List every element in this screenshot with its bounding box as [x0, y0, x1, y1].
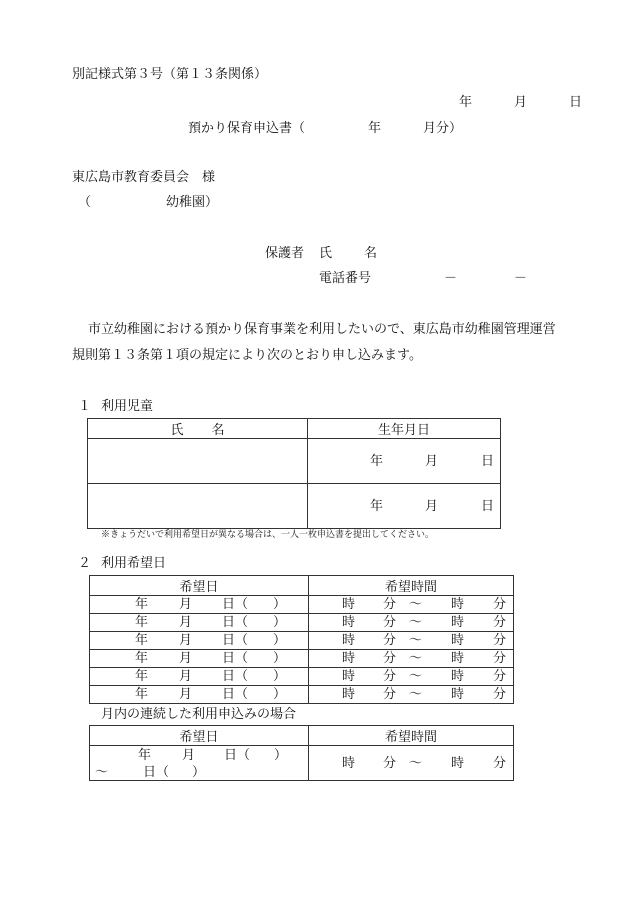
birth-day-label: 日 [481, 499, 495, 514]
desired-day-label: 日（ [222, 597, 249, 612]
section2-number: ２ [78, 556, 92, 571]
desired-minute-label: 分 [383, 651, 397, 666]
date-month-label: 月 [514, 95, 528, 110]
desired-month-label: 月 [179, 633, 193, 648]
desired-minute-end-label: 分 [493, 669, 507, 684]
body-text-line1: 市立幼稚園における預かり保育事業を利用したいので、東広島市幼稚園管理運営 [88, 322, 556, 337]
child-birth-field[interactable] [308, 484, 501, 529]
birth-day-label: 日 [481, 454, 495, 469]
desired-hour-end-label: 時 [451, 597, 465, 612]
phone-dash-1: － [444, 271, 458, 286]
desired-month-label: 月 [179, 687, 193, 702]
consecutive-close-paren: ） [274, 748, 288, 763]
addressee-board: 東広島市教育委員会 様 [72, 170, 216, 185]
desired-minute-label: 分 [383, 687, 397, 702]
consecutive-tilde: ～ [95, 765, 109, 780]
date-year-label: 年 [459, 95, 473, 110]
birth-year-label: 年 [370, 499, 384, 514]
child-row [88, 484, 501, 529]
desired-time-tilde: ～ [409, 615, 423, 630]
desired-day-label: 日（ [222, 633, 249, 648]
consecutive-minute-label: 分 [383, 756, 397, 771]
desired-date-field[interactable] [90, 614, 309, 632]
form-title: 預かり保育申込書（ [188, 121, 306, 136]
desired-hour-end-label: 時 [451, 615, 465, 630]
desired-time-field[interactable] [309, 650, 514, 668]
desired-date-row [90, 632, 514, 650]
desired-minute-end-label: 分 [493, 597, 507, 612]
desired-date-row [90, 686, 514, 704]
desired-minute-end-label: 分 [493, 615, 507, 630]
desired-hour-label: 時 [342, 669, 356, 684]
child-name-field[interactable] [88, 484, 308, 529]
desired-hour-end-label: 時 [451, 651, 465, 666]
consecutive-time-tilde: ～ [409, 756, 423, 771]
desired-dates-table [89, 575, 514, 704]
desired-minute-end-label: 分 [493, 651, 507, 666]
desired-close-paren: ） [273, 651, 287, 666]
consecutive-heading: 月内の連続した利用申込みの場合 [101, 707, 297, 722]
desired-time-field[interactable] [309, 596, 514, 614]
desired-date-field[interactable] [90, 668, 309, 686]
sibling-note: ※きょうだいで利用希望日が異なる場合は、一人一枚申込書を提出してください。 [101, 530, 435, 540]
consecutive-hour-label: 時 [342, 756, 356, 771]
desired-time-tilde: ～ [409, 687, 423, 702]
child-birth-header: 生年月日 [308, 419, 501, 439]
consecutive-date-field[interactable] [90, 746, 309, 781]
desired-minute-end-label: 分 [493, 633, 507, 648]
desired-year-label: 年 [135, 687, 149, 702]
desired-hour-label: 時 [342, 597, 356, 612]
desired-time-tilde: ～ [409, 651, 423, 666]
desired-day-label: 日（ [222, 687, 249, 702]
birth-year-label: 年 [370, 454, 384, 469]
desired-month-label: 月 [179, 597, 193, 612]
desired-time-tilde: ～ [409, 669, 423, 684]
desired-close-paren: ） [273, 633, 287, 648]
desired-month-label: 月 [179, 651, 193, 666]
desired-time-field[interactable] [309, 686, 514, 704]
consecutive-minute-end-label: 分 [493, 756, 507, 771]
form-number: 別記様式第３号（第１３条関係） [72, 67, 268, 82]
desired-date-field[interactable] [90, 596, 309, 614]
date-day-label: 日 [569, 95, 583, 110]
desired-day-label: 日（ [222, 669, 249, 684]
section1-heading: 利用児童 [101, 399, 154, 414]
desired-time-field[interactable] [309, 614, 514, 632]
consecutive-header [90, 726, 514, 746]
child-row [88, 439, 501, 484]
desired-year-label: 年 [135, 633, 149, 648]
desired-month-label: 月 [179, 669, 193, 684]
desired-close-paren: ） [273, 687, 287, 702]
desired-hour-end-label: 時 [451, 633, 465, 648]
consecutive-time-header: 希望時間 [309, 726, 514, 746]
desired-time-field[interactable] [309, 668, 514, 686]
consecutive-end-day-label: 日（ [143, 765, 170, 780]
desired-close-paren: ） [273, 597, 287, 612]
desired-date-row [90, 668, 514, 686]
guardian-phone-label: 電話番号 [319, 271, 372, 286]
desired-hour-label: 時 [342, 651, 356, 666]
desired-minute-label: 分 [383, 615, 397, 630]
desired-year-label: 年 [135, 597, 149, 612]
consecutive-day-label: 日（ [224, 748, 251, 763]
desired-hour-label: 時 [342, 615, 356, 630]
section1-number: １ [78, 399, 92, 414]
birth-month-label: 月 [425, 499, 439, 514]
child-name-header-1: 氏 [170, 423, 184, 438]
child-table-header [88, 419, 501, 439]
addressee-kindergarten: 幼稚園） [166, 195, 219, 210]
desired-close-paren: ） [273, 615, 287, 630]
desired-time-tilde: ～ [409, 633, 423, 648]
desired-date-header: 希望日 [90, 576, 309, 596]
guardian-name-2: 名 [364, 246, 378, 261]
desired-hour-end-label: 時 [451, 669, 465, 684]
desired-minute-end-label: 分 [493, 687, 507, 702]
desired-date-row [90, 650, 514, 668]
child-name-header [88, 419, 308, 439]
desired-date-row [90, 614, 514, 632]
consecutive-hour-end-label: 時 [451, 756, 465, 771]
desired-day-label: 日（ [222, 651, 249, 666]
title-month-label: 月分） [423, 121, 463, 136]
consecutive-date-header: 希望日 [90, 726, 309, 746]
consecutive-end-close-paren: ） [192, 765, 206, 780]
desired-year-label: 年 [135, 651, 149, 666]
desired-time-tilde: ～ [409, 597, 423, 612]
desired-hour-label: 時 [342, 633, 356, 648]
desired-year-label: 年 [135, 615, 149, 630]
child-table [87, 418, 501, 529]
consecutive-year-label: 年 [138, 748, 152, 763]
desired-date-row [90, 596, 514, 614]
consecutive-row [90, 746, 514, 781]
body-text-line2: 規則第１３条第１項の規定により次のとおり申し込みます。 [72, 348, 422, 363]
birth-month-label: 月 [425, 454, 439, 469]
desired-dates-header [90, 576, 514, 596]
section2-heading: 利用希望日 [101, 556, 167, 571]
desired-time-header: 希望時間 [309, 576, 514, 596]
child-name-header-2: 名 [211, 423, 225, 438]
desired-date-field[interactable] [90, 686, 309, 704]
desired-time-field[interactable] [309, 632, 514, 650]
desired-date-field[interactable] [90, 632, 309, 650]
desired-year-label: 年 [135, 669, 149, 684]
desired-hour-end-label: 時 [451, 687, 465, 702]
consecutive-time-field[interactable] [309, 746, 514, 781]
desired-month-label: 月 [179, 615, 193, 630]
desired-close-paren: ） [273, 669, 287, 684]
consecutive-month-label: 月 [182, 748, 196, 763]
desired-date-field[interactable] [90, 650, 309, 668]
desired-minute-label: 分 [383, 669, 397, 684]
consecutive-table [89, 725, 514, 781]
child-birth-field[interactable] [308, 439, 501, 484]
addressee-open-paren: （ [78, 195, 92, 210]
desired-minute-label: 分 [383, 633, 397, 648]
guardian-name-1: 氏 [319, 246, 333, 261]
desired-minute-label: 分 [383, 597, 397, 612]
phone-dash-2: － [514, 271, 528, 286]
title-year-label: 年 [368, 121, 382, 136]
desired-dates-rows [90, 596, 514, 704]
desired-hour-label: 時 [342, 687, 356, 702]
child-name-field[interactable] [88, 439, 308, 484]
guardian-label: 保護者 [265, 246, 305, 261]
desired-day-label: 日（ [222, 615, 249, 630]
